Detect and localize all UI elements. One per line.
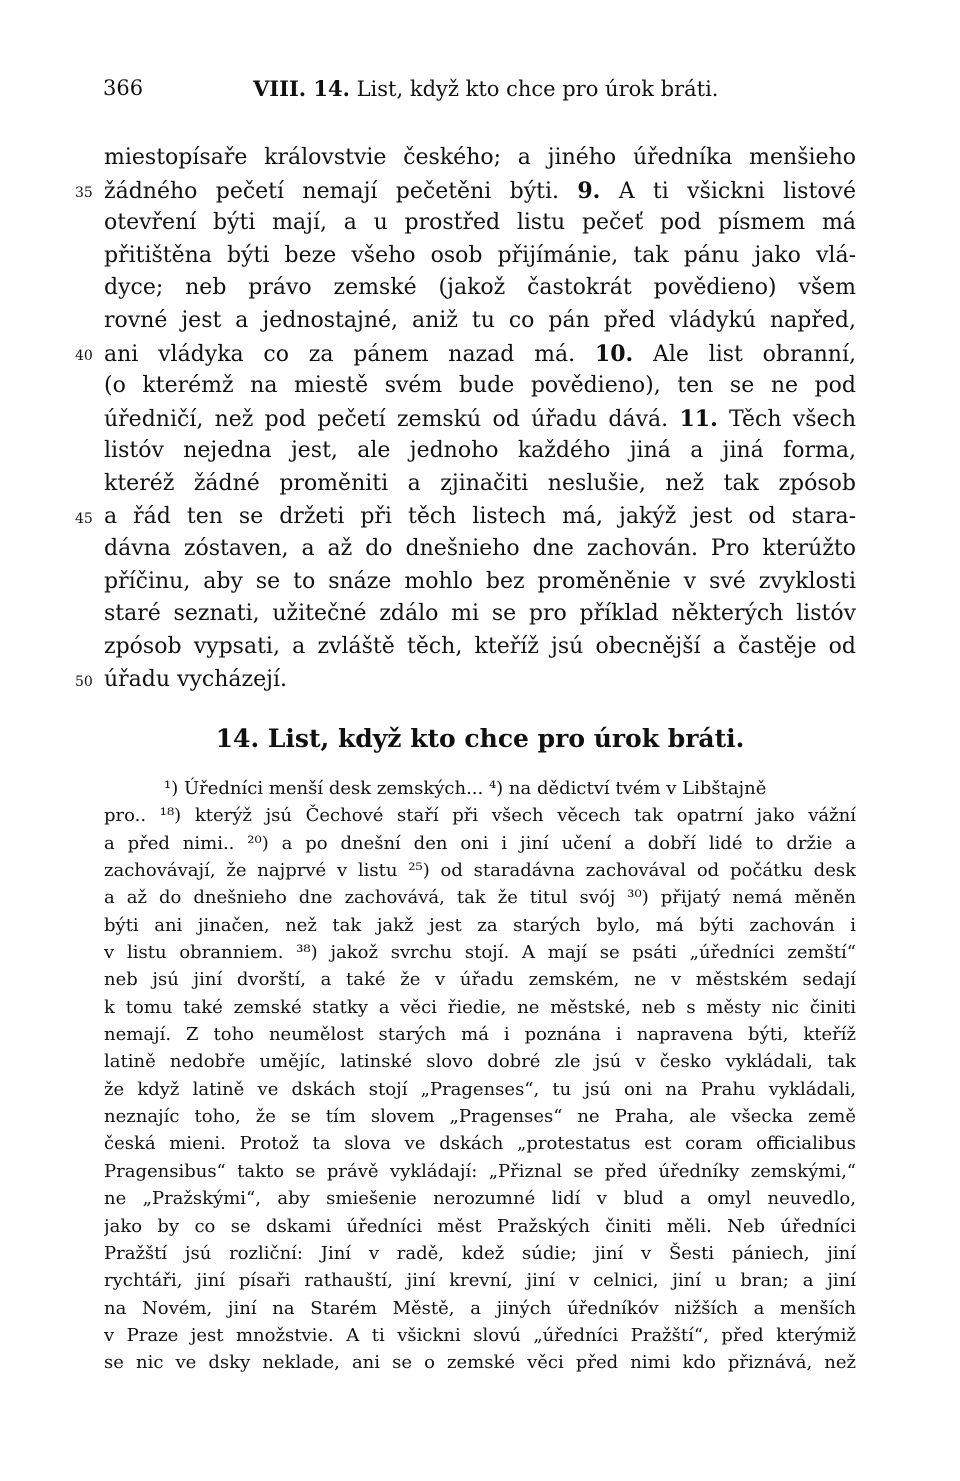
line-text: staré seznati, užitečné zdálo mi se pro příklad některých listóv (104, 601, 856, 627)
footnote-line: ne „Pražskými“, aby smiešenie nerozumné lidí v blud a omyl neuvedlo, (104, 1188, 856, 1210)
text-line (104, 240, 856, 273)
footnote-line: zachovávají, že najprvé v listu ²⁵) od staradávna zachovával od počátku desk (104, 860, 856, 882)
footnote-line: rychtáři, jiní písaři rathauští, jiní krevní, jiní v celnici, jiní u bran; a jiní (104, 1270, 856, 1292)
line-text: úřadu vycházejí. (104, 666, 287, 692)
text-line (104, 305, 856, 338)
line-text: rovné jest a jednostajné, aniž tu co pán před vládykú napřed, (104, 307, 856, 333)
line-text: zpósob vypsati, a zvláště těch, kteříž jsú obecnější a častěje od (104, 633, 856, 659)
section-heading: 14. List, když kto chce pro úrok bráti. (215, 724, 745, 753)
paragraph-number: 11. (679, 405, 718, 432)
running-head (103, 76, 863, 106)
footnote-line: Pragensibus“ takto se právě vykládají: „Přiznal se před úředníky zemskými,“ (104, 1160, 856, 1182)
line-text: ani vládyka co za pánem nazad má. 10. Ale list obranní, (104, 340, 856, 367)
text-line (75, 664, 856, 697)
text-line (75, 175, 857, 208)
footnote-line: pro.. ¹⁸) kterýž jsú Čechové staří při všech věcech tak opatrní jako vážní (104, 805, 856, 827)
footnote-line: česká mieni. Protož ta slova ve dskách „protestatus est coram officialibus (104, 1133, 856, 1155)
text-line (104, 435, 856, 468)
footnote-line: jako by co se dskami úředníci měst Pražských činiti měli. Neb úředníci (104, 1215, 856, 1237)
text-line (75, 338, 856, 371)
footnote-line: a před nimi.. ²⁰) a po dnešní den oni i jiní učení a dobří lidé to držie a (104, 832, 856, 854)
footnotes-block (104, 775, 856, 1377)
text-line (75, 501, 856, 534)
text-line (104, 631, 856, 664)
text-line (104, 272, 856, 305)
line-text: příčinu, aby se to snáze mohlo bez proměněnie v své zvyklosti (104, 568, 856, 594)
footnote-line: se nic ve dsky neklade, ani se o zemské věci před nimi kdo přiznává, než (104, 1352, 856, 1374)
text-line (104, 468, 856, 501)
text-line (104, 598, 856, 631)
footnote-line: nemají. Z toho neumělost starých má i poznána i napravena býti, kteříž (104, 1024, 856, 1046)
text-line (104, 207, 856, 240)
running-title (253, 76, 718, 101)
footnote-line: a až do dnešnieho dne zachovává, tak že titul svój ³⁰) přijatý nemá měněn (104, 887, 856, 909)
line-text: dyce; neb právo zemské (jakož častokrát povědieno) všem (104, 275, 856, 301)
footnote-line: ¹) Úředníci menší desk zemských... ⁴) na dědictví tvém v Libštajně (164, 778, 767, 799)
line-text: otevření býti mají, a u prostřed listu pečeť pod písmem má (104, 210, 856, 236)
section-title: List, když kto chce pro úrok bráti. (356, 77, 719, 101)
footnote-line: býti ani jinačen, než tak jakž jest za starých bylo, má býti zachován i (104, 914, 856, 936)
text-line (104, 533, 856, 566)
paragraph-number: 10. (594, 340, 634, 367)
line-text: přitištěna býti beze všeho osob přijímánie, tak pánu jako vlá- (104, 242, 856, 268)
footnote-line: Pražští jsú rozliční: Jiní v radě, kdež súdie; jiní v Šesti pániech, jiní (104, 1242, 856, 1264)
line-text: miestopísaře královstvie českého; a jiného úředníka menšieho (104, 145, 856, 170)
line-text: žádného pečetí nemají pečetěni býti. 9. A ti všickni listové (104, 177, 857, 204)
line-text: kteréž žádné proměniti a zjinačiti neslušie, než tak zpósob (104, 470, 856, 496)
line-text: úředničí, než pod pečetí zemskú od úřadu dává. 11. Těch všech (104, 405, 856, 432)
footnote-line: latině nedobře umějíc, latinské slovo dobré zle jsú v česko vykládali, tak (104, 1051, 856, 1073)
line-number: 40 (75, 347, 93, 364)
text-line (104, 142, 856, 175)
footnote-line: neznajíc toho, že se tím slovem „Pragenses“ ne Praha, ale všecka země (104, 1106, 856, 1128)
section-label: VIII. 14. (253, 76, 350, 101)
footnote-line: na Novém, jiní na Starém Městě, a jiných úředníkóv nižších a menších (104, 1297, 856, 1319)
text-line (104, 370, 856, 403)
line-text: (o kterémž na miestě svém bude povědieno), ten se ne pod (104, 373, 856, 399)
footnote-line: k tomu také zemské statky a věci řiedie, ne městské, neb s městy nic činiti (104, 996, 856, 1018)
line-text: dávna zóstaven, a až do dnešnieho dne zachován. Pro kterúžto (104, 536, 856, 562)
text-line (104, 566, 856, 599)
line-number: 35 (75, 184, 93, 201)
footnote-line: v listu obranniem. ³⁸) jakož svrchu stojí. A mají se psáti „úředníci zemští“ (104, 942, 856, 964)
paragraph-number: 9. (577, 177, 601, 204)
line-number: 50 (75, 673, 93, 690)
line-text: listóv nejedna jest, ale jednoho každého jiná a jiná forma, (104, 438, 856, 464)
footnote-line: že když latině ve dskách stojí „Pragenses“, tu jsú oni na Prahu vykládali, (104, 1078, 856, 1100)
footnote-line: neb jsú jiní dvorští, a také že v úřadu zemském, ne v městském sedají (104, 969, 856, 991)
text-line (104, 403, 856, 436)
page-number: 366 (103, 76, 144, 100)
main-text-block (75, 142, 857, 696)
line-text: a řád ten se držeti při těch listech má, jakýž jest od stara- (104, 503, 856, 529)
footnote-line: v Praze jest množstvie. A ti všickni slovú „úředníci Pražští“, před kterýmiž (104, 1324, 856, 1346)
line-number: 45 (75, 510, 93, 527)
